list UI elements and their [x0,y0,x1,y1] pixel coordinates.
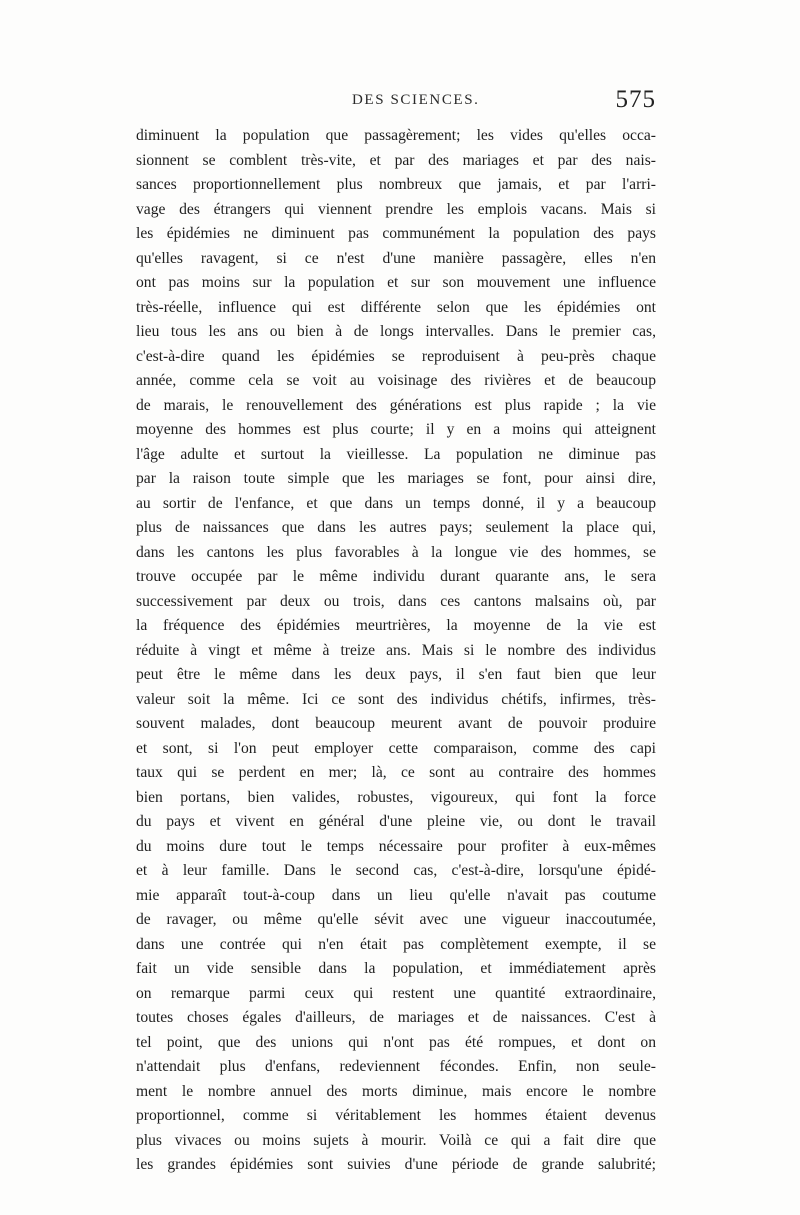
text-line: vage des étrangers qui viennent prendre les emplois vacans. Mais si [136,200,656,218]
text-line: et sont, si l'on peut employer cette comparaison, comme des capi [136,739,656,757]
text-line: moyenne des hommes est plus courte; il y en a moins qui atteignent [136,421,656,438]
text-line: plus vivaces ou moins sujets à mourir. Voilà ce qui a fait dire que [136,1131,656,1149]
text-line: n'attendait plus d'enfans, redeviennent fécondes. Enfin, non seule- [136,1058,656,1075]
text-line: plus de naissances que dans les autres pays; seulement la place qui, [136,519,656,536]
page-number: 575 [615,86,656,113]
text-line: dans une contrée qui n'en était pas complètement exempte, il se [136,935,656,953]
page-header [136,86,656,126]
text-line: lieu tous les ans ou bien à de longs intervalles. Dans le premier cas, [136,323,656,340]
text-line: de ravager, ou même qu'elle sévit avec une vigueur inaccoutumée, [136,911,656,928]
body-text [136,124,656,1178]
text-line: ment le nombre annuel des morts diminue, mais encore le nombre [136,1082,656,1100]
running-head: DES SCIENCES. [352,92,480,108]
text-line: successivement par deux ou trois, dans ces cantons malsains où, par [136,592,656,610]
text-line: les épidémies ne diminuent pas communément la population des pays [136,225,656,242]
text-line: fait un vide sensible dans la population, et immédiatement après [136,960,656,977]
text-line: la fréquence des épidémies meurtrières, la moyenne de la vie est [136,617,656,634]
text-line: taux qui se perdent en mer; là, ce sont au contraire des hommes [136,764,656,781]
text-line: les grandes épidémies sont suivies d'une période de grande salubrité; [136,1156,656,1173]
text-line: très-réelle, influence qui est différente selon que les épidémies ont [136,298,656,316]
text-line: qu'elles ravagent, si ce n'est d'une manière passagère, elles n'en [136,249,656,267]
text-line: au sortir de l'enfance, et que dans un temps donné, il y a beaucoup [136,494,656,512]
text-line: ont pas moins sur la population et sur son mouvement une influence [136,274,656,291]
text-line: tel point, que des unions qui n'ont pas été rompues, et dont on [136,1033,656,1051]
text-line: bien portans, bien valides, robustes, vigoureux, qui font la force [136,788,656,806]
text-line: trouve occupée par le même individu durant quarante ans, le sera [136,568,656,585]
text-line: sances proportionnellement plus nombreux que jamais, et par l'arri- [136,176,656,193]
text-line: peut être le même dans les deux pays, il s'en faut bien que leur [136,666,656,683]
text-line: sionnent se comblent très-vite, et par des mariages et par des nais- [136,151,656,169]
text-line: du pays et vivent en général d'une pleine vie, ou dont le travail [136,813,656,830]
text-line: souvent malades, dont beaucoup meurent avant de pouvoir produire [136,715,656,732]
text-line: par la raison toute simple que les mariages se font, pour ainsi dire, [136,470,656,487]
text-line: dans les cantons les plus favorables à la longue vie des hommes, se [136,543,656,561]
text-line: l'âge adulte et surtout la vieillesse. La population ne diminue pas [136,445,656,463]
text-line: et à leur famille. Dans le second cas, c'est-à-dire, lorsqu'une épidé- [136,862,656,879]
text-line: du moins dure tout le temps nécessaire pour profiter à eux-mêmes [136,837,656,855]
text-line: année, comme cela se voit au voisinage des rivières et de beaucoup [136,372,656,389]
text-line: valeur soit la même. Ici ce sont des individus chétifs, infirmes, très- [136,690,656,708]
text-line: réduite à vingt et même à treize ans. Mais si le nombre des individus [136,641,656,659]
text-line: c'est-à-dire quand les épidémies se reproduisent à peu-près chaque [136,347,656,365]
text-line: diminuent la population que passagèrement; les vides qu'elles occa- [136,127,656,144]
text-line: de marais, le renouvellement des générations est plus rapide ; la vie [136,396,656,414]
text-line: toutes choses égales d'ailleurs, de mariages et de naissances. C'est à [136,1009,656,1026]
text-line: mie apparaît tout-à-coup dans un lieu qu'elle n'avait pas coutume [136,886,656,904]
text-line: on remarque parmi ceux qui restent une quantité extraordinaire, [136,984,656,1002]
text-line: proportionnel, comme si véritablement les hommes étaient devenus [136,1107,656,1124]
